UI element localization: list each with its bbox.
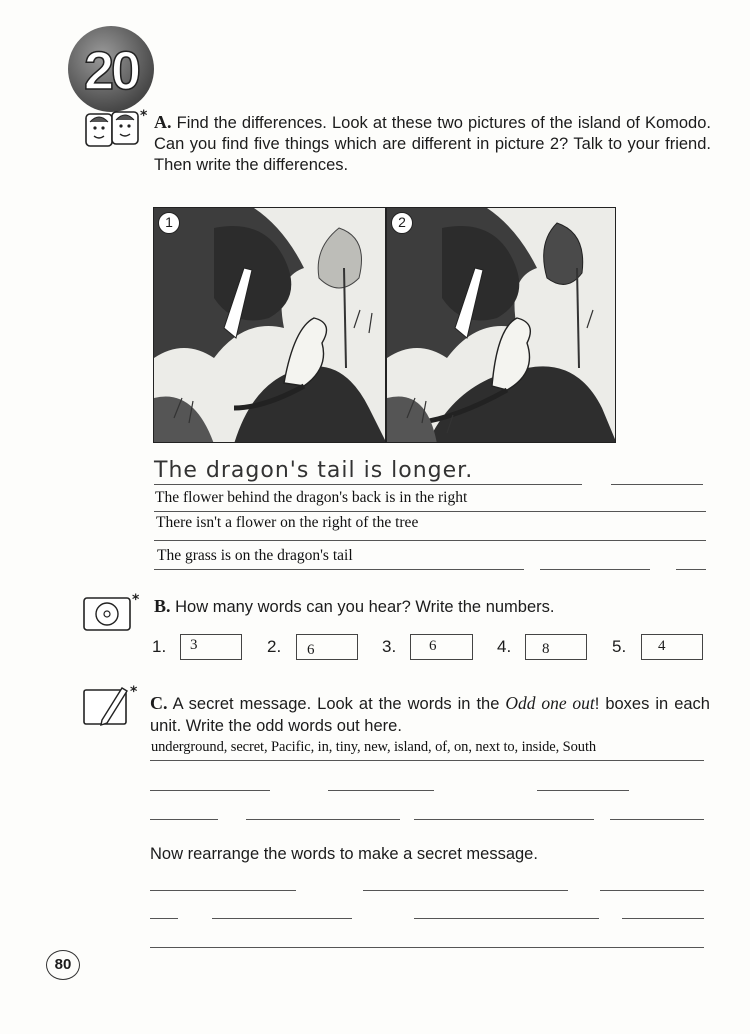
answer-box-4 [525, 634, 587, 660]
answer-line [610, 819, 704, 820]
answer-text-1: The flower behind the dragon's back is in the right [155, 489, 468, 506]
section-a-instructions [154, 112, 711, 176]
section-b-letter: B. [154, 596, 171, 616]
item-number-5: 5. [612, 637, 627, 656]
section-c-letter: C. [150, 693, 168, 713]
answer-line [537, 790, 629, 791]
answer-box-3 [410, 634, 473, 660]
section-a-text: Find the differences. Look at these two pictures of the island of Komodo. Can you find five things which are different in picture 2? Talk to your friend. Then write the differences. [154, 114, 711, 174]
komodo-scene-1-illustration [154, 208, 386, 443]
section-c-instructions [150, 692, 710, 737]
komodo-scene-2-illustration [387, 208, 616, 443]
answer-line [154, 569, 524, 570]
picture-1 [153, 207, 386, 443]
section-b-text: How many words can you hear? Write the numbers. [175, 598, 555, 616]
answer-line [212, 918, 352, 919]
answer-value-1: 3 [190, 637, 198, 653]
answer-line [150, 760, 704, 761]
item-number-2: 2. [267, 637, 282, 656]
answer-box-2 [296, 634, 358, 660]
answer-line [154, 540, 706, 541]
picture-2-number: 2 [391, 212, 413, 234]
page-number: 80 [46, 950, 80, 980]
picture-1-number: 1 [158, 212, 180, 234]
answer-line [150, 947, 704, 948]
svg-text:*: * [132, 592, 140, 608]
svg-text:*: * [140, 108, 148, 124]
answer-value-5: 4 [658, 638, 666, 654]
answer-line [414, 918, 599, 919]
answer-text-2: There isn't a flower on the right of the tree [156, 514, 419, 531]
answer-line [246, 819, 400, 820]
answer-line [600, 890, 704, 891]
odd-words-answer: underground, secret, Pacific, in, tiny, new, island, of, on, next to, inside, South [151, 739, 597, 755]
answer-line [611, 484, 703, 485]
answer-line [622, 918, 704, 919]
item-number-4: 4. [497, 637, 512, 656]
answer-line [328, 790, 434, 791]
svg-text:*: * [130, 684, 138, 700]
answer-line [150, 918, 178, 919]
section-c-text-end: ! boxes in each unit. Write the odd words out here. [150, 695, 710, 735]
rearrange-instructions: Now rearrange the words to make a secret message. [150, 845, 538, 863]
answer-line [154, 511, 706, 512]
answer-value-3: 6 [429, 638, 437, 654]
example-answer: The dragon's tail is longer. [154, 458, 474, 483]
answer-line [363, 890, 568, 891]
answer-text-3: The grass is on the dragon's tail [157, 547, 353, 564]
answer-line [150, 790, 270, 791]
answer-box-5 [641, 634, 703, 660]
answer-line [414, 819, 594, 820]
unit-number-badge [68, 26, 154, 112]
cd-audio-icon [82, 590, 144, 637]
unit-number: 20 [83, 41, 139, 101]
pencil-writing-icon [82, 682, 144, 733]
section-a-letter: A. [154, 112, 172, 132]
answer-value-2: 6 [307, 642, 315, 658]
answer-line [154, 484, 582, 485]
odd-one-out-label: Odd one out [505, 693, 595, 713]
picture-2 [386, 207, 616, 443]
section-b-instructions [154, 596, 714, 618]
item-number-3: 3. [382, 637, 397, 656]
answer-line [150, 819, 218, 820]
answer-line [676, 569, 706, 570]
answer-line [150, 890, 296, 891]
answer-value-4: 8 [542, 641, 550, 657]
pair-work-icon [84, 108, 148, 155]
item-number-1: 1. [152, 637, 167, 656]
answer-line [540, 569, 650, 570]
section-c-text-start: A secret message. Look at the words in the [172, 695, 500, 713]
